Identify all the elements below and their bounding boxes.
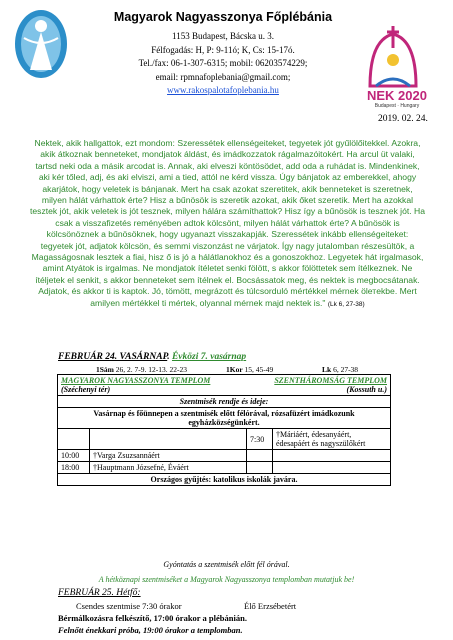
church-right-address: (Kossuth u.) xyxy=(346,385,387,394)
monday-mass: Csendes szentmise 7:30 órakor xyxy=(76,601,182,611)
nek-logo-subtitle: Budapest · Hungary xyxy=(374,103,420,109)
nek-logo-text: NEK 2020 xyxy=(367,88,427,103)
parish-name: Magyarok Nagyasszonya Főplébánia xyxy=(113,10,333,24)
monday-heading: FEBRUÁR 25. Hétfő: xyxy=(58,588,141,598)
website-link[interactable]: www.rakospalotafoplebania.hu xyxy=(167,85,279,95)
mass-right-time: 7:30 xyxy=(247,429,273,450)
mass-schedule-table xyxy=(57,374,391,486)
sunday-date: FEBRUÁR 24. VASÁRNAP xyxy=(58,352,168,362)
confession-note: Gyóntatás a szentmisék előtt fél órával. xyxy=(163,560,290,569)
church-logo-icon xyxy=(12,8,70,80)
church-left-address: (Széchenyi tér) xyxy=(61,385,111,394)
mass-left-time-1: 10:00 xyxy=(58,450,90,462)
office-hours: Félfogadás: H, P: 9-11ó; K, Cs: 15-17ó. xyxy=(151,44,295,55)
mass-right-intention: †Máriáért, édesanyáért, édesapáért és nagyszülőkért xyxy=(273,429,391,450)
intentions-title: Szentmisék rendje és ideje: xyxy=(58,396,391,408)
email-address: email: rpmnafoplebania@gmail.com; xyxy=(155,71,291,82)
sunday-heading: FEBRUÁR 24. VASÁRNAP. Évközi 7. vasárnap xyxy=(58,352,247,362)
bulletin-date: 2019. 02. 24. xyxy=(378,114,428,124)
monday-mass-intention: Élő Erzsébetért xyxy=(244,601,297,611)
sunday-occasion: Évközi 7. vasárnap xyxy=(171,352,247,362)
mass-left-time-2: 18:00 xyxy=(58,462,90,474)
gospel-text: Nektek, akik hallgattok, ezt mondom: Szeressétek ellenségeiteket, tegyetek jót gyűlölőitekkel. Azokra, akik átkoznak benneteket, mondjatok áldást, és imádkozzatok rágalmazóitokért. Ha arcul üt valaki, tartsd neki oda a másik arcodat is. Annak, aki elveszi köntösödet, add oda a ruhádat is. Mindenkinek, aki kér tőled, adj, és aki elviszi, ami a tied, attól ne kérd vissza. Úgy bánjatok az emberekkel, ahogy akarjátok, hogy veletek is bánjanak. Mert ha csak azokat szeretitek, akik benneteket is szeretnek, milyen hálát várhattok érte? Hisz a bűnösök is szeretik azokat, akik őket szeretik. Mert ha azokkal tesztek jót, akik veletek is jót tesznek, milyen hálára számíthattok? Hisz így a bűnösök is tesznek jót. Ha csak a visszafizetés reményében adtok kölcsönt, milyen hálát várhattok érte? A bűnösök is kölcsönöznek a bűnösöknek, hogy ugyanazt visszakapják. Szeressétek inkább ellenségeiteket: tegyetek jót, adjatok kölcsön, és semmi viszonzást ne várjatok. Így nagy jutalomban részesültök, a Magasságosnak lesztek a fiai, hisz ő is jó a hálátlanokhoz és a gonoszokhoz. Legyetek hát irgalmasok, amint Atyátok is irgalmas. Ne mondjatok ítéletet senki fölött, s akkor fölöttetek sem ítélkeznek. Ne ítéljetek el senkit, s akkor benneteket sem ítélnek el. Bocsássatok meg, és nektek is megbocsátanak. Adjatok, és akkor ti is kaptok. Jó, tömött, megrázott és túlcsorduló mértékkel mérnek ölетekbe. Mert amilyen mértékkel ti mértek, olyannal mérnek majd nektek is." xyxy=(30,138,426,308)
confirmation-prep: Bérmálkozásra felkészítő, 17:00 órakor a plébánián. xyxy=(58,613,247,623)
parish-header xyxy=(88,10,358,98)
rosary-note: Vasárnap és főünnepen a szentmisék előtt félórával, rózsafüzért imádkozunk egyházközségünkért. xyxy=(58,408,391,429)
mass-left-intention-1: †Varga Zsuzsannáért xyxy=(90,450,247,462)
phone-numbers: Tel./fax: 06-1-307-6315; mobil: 06203574229; xyxy=(138,58,308,68)
mass-left-intention-2: †Hauptmann Józsefné, Éváért xyxy=(90,462,247,474)
gospel-reference: (Lk 6, 27-38) xyxy=(327,300,365,308)
church-right-name: SZENTHÁROMSÁG TEMPLOM xyxy=(274,376,387,385)
parish-address: 1153 Budapest, Bácska u. 3. xyxy=(172,31,274,41)
reading-3: Lk 6, 27-38 xyxy=(322,365,359,374)
gospel-passage xyxy=(30,138,425,310)
church-left-name: MAGYAROK NAGYASSZONYA TEMPLOM xyxy=(61,376,211,385)
reading-2: 1Kor 15, 45-49 xyxy=(226,365,274,374)
collection-note: Országos gyűjtés: katolikus iskolák javára. xyxy=(58,474,391,486)
reading-1: 1Sám 26, 2. 7-9. 12-13. 22-23 xyxy=(96,365,188,374)
choir-rehearsal: Felnőtt énekkari próba, 19:00 órakor a templomban. xyxy=(58,625,243,635)
weekday-mass-note: A hétköznapi szentmiséket a Magyarok Nagyasszonya templomban mutatjuk be! xyxy=(98,575,355,584)
